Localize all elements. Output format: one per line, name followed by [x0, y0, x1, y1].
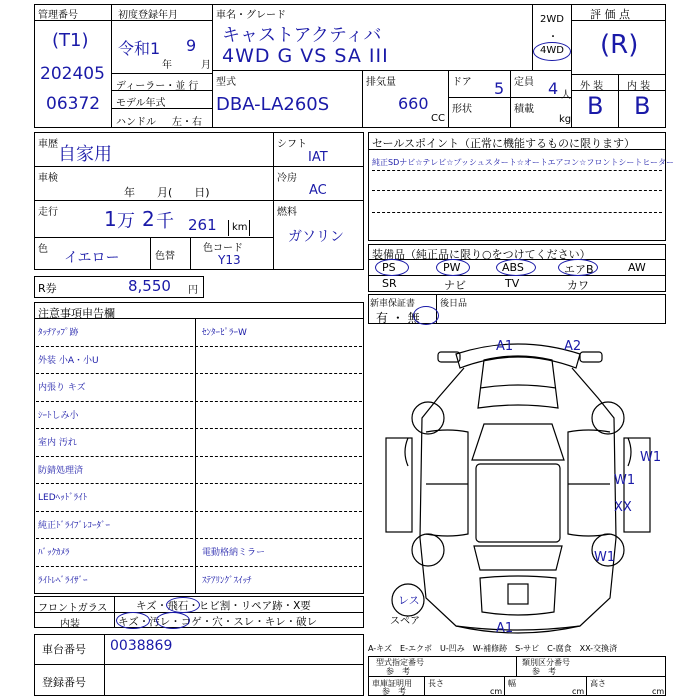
- interior-value: キズ・汚レ・コゲ・穴・スレ・キレ・破レ: [118, 616, 318, 628]
- note-left-8: 純正ﾄﾞﾗｲﾌﾞﾚｺｰﾀﾞｰ: [38, 520, 111, 531]
- spare-mark: レス: [398, 594, 420, 607]
- equip-leather: カワ: [567, 279, 589, 292]
- note-divider: [36, 428, 362, 429]
- note-left-6: 防錆処理済: [38, 465, 84, 476]
- car-grade: 4WD G VS SA III: [222, 45, 389, 67]
- score-label: 評 価 点: [590, 8, 630, 21]
- mark-w1-right-rear: W1: [594, 550, 616, 565]
- car-name: キャストアクティバ: [222, 25, 382, 46]
- height-cm: cm: [652, 687, 665, 696]
- note-left-2: 外装 小A・小U: [38, 355, 99, 366]
- notes-label: 注意事項申告欄: [38, 307, 115, 320]
- note-left-7: LEDﾍｯﾄﾞﾗｲﾄ: [38, 493, 88, 503]
- handle-lr: 左・右: [172, 117, 202, 128]
- ac-label: 冷房: [277, 173, 297, 184]
- note-left-9: ﾊﾞｯｸｶﾒﾗ: [38, 548, 70, 558]
- width-cm: cm: [572, 687, 585, 696]
- glass-stone-circle: [166, 597, 200, 613]
- equip-airbag-circle: [558, 259, 598, 276]
- length-cm: cm: [490, 687, 503, 696]
- interior-label: 内装: [60, 619, 80, 630]
- history-label: 車歴: [38, 139, 58, 150]
- yen-label: 円: [188, 285, 198, 296]
- name-grade-label: 車名・グレード: [216, 10, 286, 21]
- recycle-box: [34, 276, 204, 298]
- interior-stain-circle: [156, 612, 190, 629]
- ac-value: AC: [309, 183, 327, 198]
- model-year-label: モデル年式: [116, 98, 166, 109]
- equip-navi: ナビ: [444, 279, 466, 292]
- note-left-3: 内張り キズ: [38, 383, 86, 393]
- sales-point-text: 純正SDナビ☆テレビ☆プッシュスタート☆オートエアコン☆フロントシートヒーター: [372, 158, 675, 167]
- recycle-value: 8,550: [128, 277, 171, 295]
- equip-aw: AW: [628, 261, 646, 274]
- shift-label: シフト: [277, 139, 307, 150]
- fuel-label: 燃料: [277, 207, 297, 218]
- shape-label: 形状: [452, 104, 472, 115]
- shaken-value: 年 月( 日): [124, 186, 210, 199]
- kanri-number-2: 06372: [46, 94, 101, 114]
- equip-sr: SR: [382, 277, 397, 290]
- drive-4wd-circle: [533, 42, 571, 61]
- warranty-none-circle: [413, 306, 439, 325]
- note-right-1: ｾﾝﾀｰﾋﾟﾗｰW: [202, 328, 247, 338]
- drive-4wd: 4WD: [540, 45, 564, 56]
- capacity-label: 定員: [514, 77, 534, 88]
- equip-abs: ABS: [502, 261, 524, 274]
- equip-pw: PW: [443, 261, 461, 274]
- color-value: イエロー: [64, 250, 120, 266]
- note-left-1: ﾀｯﾁｱｯﾌﾟ跡: [38, 328, 79, 338]
- mark-xx-right: XX: [614, 500, 632, 515]
- cc-label: CC: [431, 113, 445, 124]
- repaint-label: 色替: [155, 251, 175, 262]
- cert-label: 車庫証明用: [372, 679, 412, 688]
- note-left-10: ﾗｲﾄﾚﾍﾞﾗｲｻﾞｰ: [38, 575, 88, 586]
- drive-dot: ・: [548, 32, 558, 43]
- mileage-sen-unit: 千: [156, 211, 174, 232]
- load-label: 積載: [514, 104, 534, 115]
- note-divider: [36, 373, 362, 374]
- car-diagram: [368, 328, 666, 640]
- first-reg-tsuki: 月: [201, 60, 211, 71]
- kg-label: kg: [559, 114, 572, 125]
- drive-2wd: 2WD: [540, 14, 564, 25]
- model-label: 型式: [216, 77, 236, 88]
- mileage-rest: 261: [188, 216, 217, 234]
- glass-label: フロントガラス: [38, 603, 108, 614]
- first-reg-nen: 年: [162, 60, 172, 71]
- equip-airbag: エアB: [564, 263, 594, 276]
- color-code-value: Y13: [218, 253, 241, 267]
- int-grade: B: [634, 92, 651, 120]
- equip-ps: PS: [382, 261, 396, 274]
- warranty-value: 有 ・ 無: [376, 311, 420, 325]
- mark-a2-front-right: A2: [564, 339, 582, 354]
- ext-label: 外 装: [580, 81, 604, 92]
- fuel-value: ガソリン: [288, 229, 344, 245]
- sales-point-label: セールスポイント（正常に機能するものに限ります）: [372, 137, 636, 150]
- color-label: 色: [38, 244, 48, 255]
- type-spec-label: 型式指定番号: [376, 658, 424, 667]
- km-label: km: [232, 222, 248, 233]
- note-divider: [36, 456, 362, 457]
- recall-label: 後日品: [440, 299, 468, 309]
- spare-label: スペア: [390, 616, 420, 627]
- kanri-t: (T1): [52, 30, 89, 51]
- displacement-label: 排気量: [366, 77, 396, 88]
- chassis-value: 0038869: [110, 638, 173, 654]
- mileage-man-unit: 万: [117, 211, 135, 232]
- handle-label: ハンドル: [116, 117, 156, 128]
- kanri-label: 管理番号: [38, 10, 78, 21]
- shaken-label: 車検: [38, 173, 58, 184]
- height-label: 高さ: [590, 679, 606, 688]
- door-value: 5: [494, 79, 505, 98]
- interior-scratch-circle: [116, 612, 150, 629]
- note-divider: [36, 483, 362, 484]
- reg-label: 登録番号: [42, 676, 86, 689]
- door-label: ドア: [452, 77, 472, 88]
- note-divider: [36, 566, 362, 567]
- note-left-5: 室内 汚れ: [38, 438, 77, 448]
- score-value: (R): [600, 30, 639, 60]
- mark-w1-right-center: W1: [614, 473, 636, 488]
- kanri-number-1: 202405: [40, 64, 105, 84]
- note-divider: [36, 511, 362, 512]
- note-right-10: ｽﾃｱﾘﾝｸﾞｽｲｯﾁ: [202, 575, 252, 586]
- capacity-value: 4: [548, 79, 559, 98]
- mark-w1-right-front: W1: [640, 450, 662, 465]
- chassis-label: 車台番号: [42, 643, 86, 656]
- dealer-label: ディーラー・並 行: [116, 81, 199, 92]
- glass-value: キズ・飛石・ヒビ割・リペア跡・X要: [136, 600, 311, 612]
- mileage-label: 走行: [38, 207, 58, 218]
- shift-value: IAT: [308, 150, 328, 165]
- ref-3: 参 考: [382, 687, 406, 696]
- mark-a1-front-left: A1: [496, 339, 514, 354]
- warranty-label: 新車保証書: [370, 299, 416, 309]
- first-reg-label: 初度登録年月: [118, 10, 178, 21]
- persons-label: 人: [561, 90, 571, 101]
- int-label: 内 装: [627, 81, 651, 92]
- ext-grade: B: [587, 92, 604, 120]
- recycle-label: R券: [38, 282, 57, 295]
- color-code-label: 色コード: [203, 243, 243, 254]
- equip-ps-circle: [375, 259, 409, 276]
- note-left-4: ｼｰﾄしみ小: [38, 410, 79, 421]
- equipment-label: 装備品（純正品に限り○をつけてください）: [372, 248, 591, 261]
- first-reg-era: 令和1: [118, 39, 161, 58]
- class-label: 類別区分番号: [522, 658, 570, 667]
- width-label: 幅: [508, 679, 516, 688]
- history-value: 自家用: [58, 144, 112, 165]
- note-divider: [36, 346, 362, 347]
- mileage-sen-value: 2: [142, 207, 155, 231]
- mark-a1-rear: A1: [496, 621, 514, 636]
- mileage-man-value: 1: [104, 207, 117, 231]
- equip-abs-circle: [496, 259, 536, 276]
- displacement-value: 660: [398, 94, 429, 113]
- length-label: 長さ: [428, 679, 444, 688]
- equip-tv: TV: [505, 277, 520, 290]
- note-divider: [36, 538, 362, 539]
- legend-text: A-キズ E-エクボ U-凹み W-補修跡 S-サビ C-腐食 XX-交換済: [368, 644, 618, 653]
- ref-2: 参 考: [532, 667, 556, 676]
- note-divider: [36, 401, 362, 402]
- equip-pw-circle: [436, 259, 470, 276]
- model-value: DBA-LA260S: [216, 94, 330, 115]
- note-right-9: 電動格納ミラー: [202, 548, 266, 558]
- first-reg-month: 9: [186, 36, 197, 55]
- ref-1: 参 考: [386, 667, 410, 676]
